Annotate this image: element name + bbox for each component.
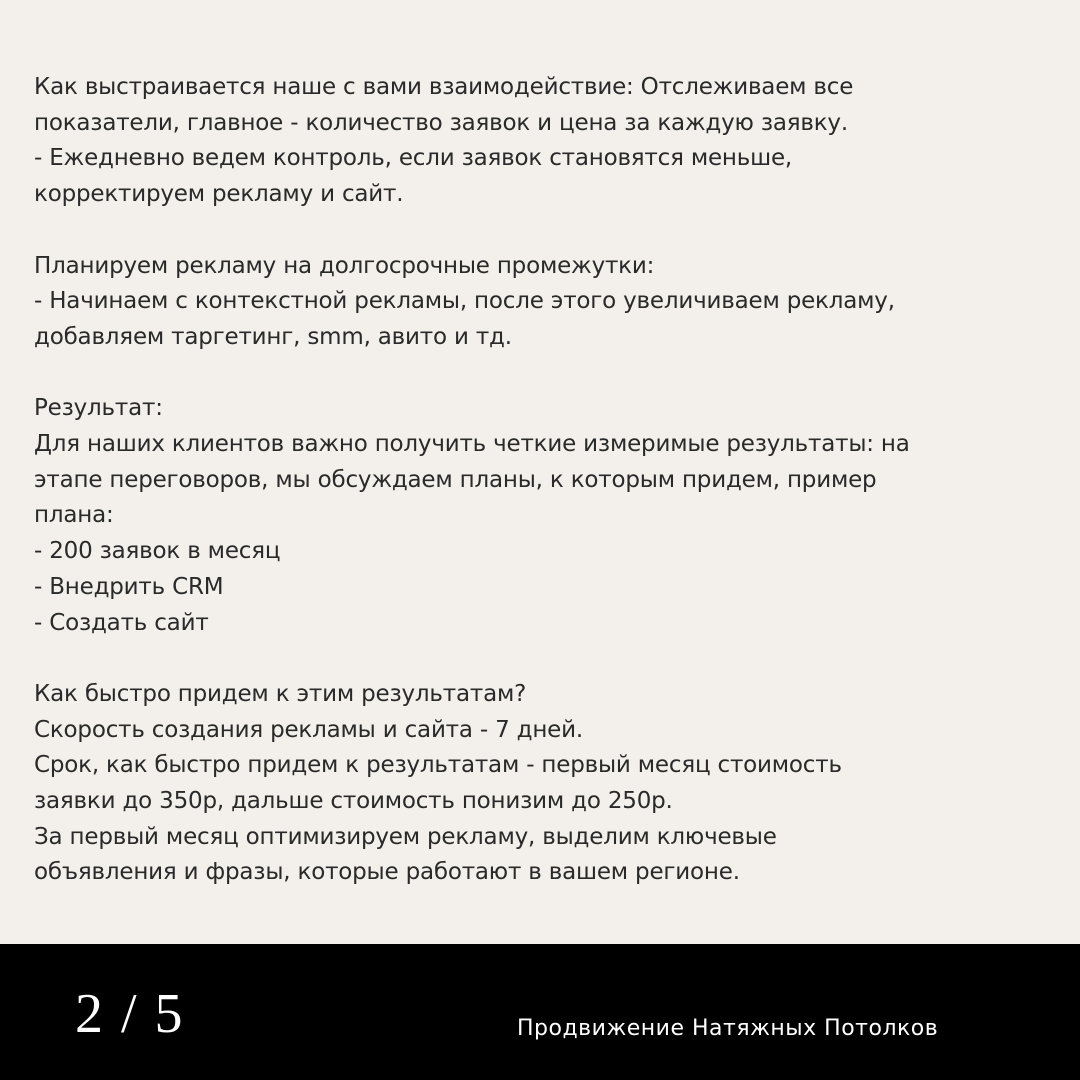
text-line: этапе переговоров, мы обсуждаем планы, к которым придем, пример xyxy=(34,466,877,493)
text-line: Как быстро придем к этим результатам? xyxy=(34,680,527,707)
text-line: объявления и фразы, которые работают в вашем регионе. xyxy=(34,859,740,886)
text-line: корректируем рекламу и сайт. xyxy=(34,181,404,208)
text-line: - Создать сайт xyxy=(34,609,209,636)
text-line: - 200 заявок в месяц xyxy=(34,538,281,565)
text-line: добавляем таргетинг, smm, авито и тд. xyxy=(34,323,512,350)
text-line: Результат: xyxy=(34,395,163,422)
text-line: показатели, главное - количество заявок и цена за каждую заявку. xyxy=(34,109,848,136)
footer-title: Продвижение Натяжных Потолков xyxy=(517,1016,939,1041)
text-line: За первый месяц оптимизируем рекламу, выделим ключевые xyxy=(34,823,777,850)
text-line: Для наших клиентов важно получить четкие измеримые результаты: на xyxy=(34,431,910,457)
text-line: - Ежедневно ведем контроль, если заявок становятся меньше, xyxy=(34,145,793,172)
paragraph-gap xyxy=(34,213,1054,249)
paragraph-gap xyxy=(34,356,1054,392)
text-line: заявки до 350р, дальше стоимость понизим до 250р. xyxy=(34,788,673,815)
paragraph-gap xyxy=(34,641,1054,677)
text-line: Срок, как быстро придем к результатам - первый месяц стоимость xyxy=(34,752,842,779)
slide-text xyxy=(34,70,1054,891)
text-line: Скорость создания рекламы и сайта - 7 дней. xyxy=(34,716,583,743)
page-counter: 2 / 5 xyxy=(75,983,185,1045)
text-line: - Внедрить CRM xyxy=(34,573,224,600)
text-line: Как выстраивается наше с вами взаимодействие: Отслеживаем все xyxy=(34,74,854,100)
text-line: - Начинаем с контекстной рекламы, после этого увеличиваем рекламу, xyxy=(34,288,895,315)
text-line: Планируем рекламу на долгосрочные промежутки: xyxy=(34,252,655,279)
text-line: плана: xyxy=(34,502,114,529)
